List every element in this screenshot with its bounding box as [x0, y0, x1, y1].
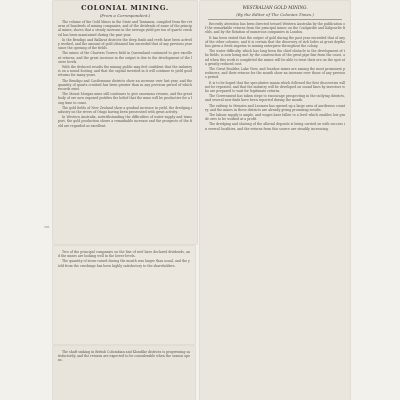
clipping-colonial-mining	[53, 1, 197, 244]
paragraph: The water difficulty, which has long been the chief obstacle to the development of the fields, is now being met by the construction of the great pipe line from the coast, and when this work is completed the mines will be able to treat their ore on the spot at a greatly reduced cost.	[205, 49, 345, 66]
divider	[208, 19, 342, 20]
paragraph: The quantity of stone raised during the month was larger than usual, and the yield from the crushings has been highly satisfactory to the shareholders.	[58, 259, 190, 268]
clipping-subtitle: (By the Editor of The Colonies Times.)	[236, 12, 314, 17]
clipping-heading: WESTRALIAN GOLD MINING.	[242, 5, 308, 10]
paragraph: The Great Boulder, Lake View, and Ivanhoe mines are among the most prominent producers, and their returns for the month show an increase over those of any previous period.	[205, 67, 345, 80]
paragraph: The Bendigo and Castlemaine districts show an increase over last year, and the quantity of quartz crushed has been greater than in any previous period of which records exist.	[58, 78, 192, 92]
paragraph: The dredging and sluicing of the alluvial deposits is being carried on with success in several localities, and the returns from this source are steadily increasing.	[205, 122, 345, 131]
clipping-subtitle: (From a Correspondent.)	[99, 13, 151, 18]
paragraph: It is to be hoped that the speculative mania which followed the first discoveries will not be repeated, and that the industry will be developed on sound lines by investors who are prepared to wait for legitimate returns.	[205, 80, 345, 94]
paragraph: The shaft sinking in British Columbian and Klondike districts is progressing satisfactorily, and the returns are expected to be considerable when the season opens.	[58, 350, 190, 363]
paragraph: It has been stated that the output of gold during the past year exceeded that of any of the other colonies, and it is certain that the discovery of rich lodes at great depths has given a fresh impetus to mining enterprise throughout the colony.	[205, 35, 345, 49]
clipping-body	[58, 250, 190, 268]
clipping-mining-continued	[53, 246, 195, 344]
paragraph: The Mount Morgan mine still continues to give enormous returns, and the great body of ore now exposed justifies the belief that the mine will be productive for a long time to come.	[58, 92, 192, 105]
paragraph: The mines of the Charters Towers field in Queensland continued to give excellent returns, and the great increase in the output is due to the development of the lower levels.	[58, 51, 192, 64]
paragraph: With the deduced results the mining public may feel confident that the industry is on a sound footing, and that the capital invested in it will continue to yield good returns for many years.	[58, 65, 192, 78]
paragraph: Two of the principal companies on the line of reef have declared dividends, and the mines are looking well in the lower levels.	[58, 250, 190, 259]
clipping-body	[58, 350, 190, 363]
paragraph: The Government has taken steps to encourage prospecting in the outlying districts, and several new finds have been reported during the month.	[205, 94, 345, 103]
clipping-westralian-mining	[200, 1, 350, 400]
clipping-title: COLONIAL MINING.	[81, 4, 169, 12]
edge-annotation: ᴸᴬᴰᴸ	[44, 226, 50, 230]
paragraph: The railway to Menzies and Leonora has opened up a large area of auriferous country, and the mines in these districts are already giving promising results.	[205, 103, 345, 112]
paragraph: In the Bendigo and Ballarat districts the deep leads and reefs have been actively worked, and the amount of gold obtained has exceeded that of any previous year since the opening of the fields.	[58, 37, 192, 51]
paragraph: The labour supply is ample, and wages have fallen to a level which enables low grade ores to be worked at a profit.	[205, 113, 345, 122]
paragraph: The volume of the Gold Mines in the State and Tasmania, compiled from the returns of hundreds of mining companies, and of the dividends of some of the principal mines, shows that a steady increase in the average yield per ton of quartz crushed has been maintained during the past year.	[58, 20, 192, 37]
clipping-body	[58, 20, 192, 128]
clipping-body	[205, 22, 345, 131]
paragraph: The gold fields of New Zealand show a gradual increase in yield, the dredging industry on the rivers of Otago having been prosecuted with great activity.	[58, 105, 192, 115]
paragraph: Recently attention has been directed toward Western Australia by the publication of the remarkable returns from the principal mines on the Coolgardie and Kalgoorlie fields, and by the flotation of numerous companies in London.	[205, 22, 345, 35]
clipping-mining-note	[53, 346, 195, 400]
paragraph: In Western Australia, notwithstanding the difficulties of water supply and transport, the gold production shows a remarkable increase and the prospects of the field are regarded as excellent.	[58, 115, 192, 128]
